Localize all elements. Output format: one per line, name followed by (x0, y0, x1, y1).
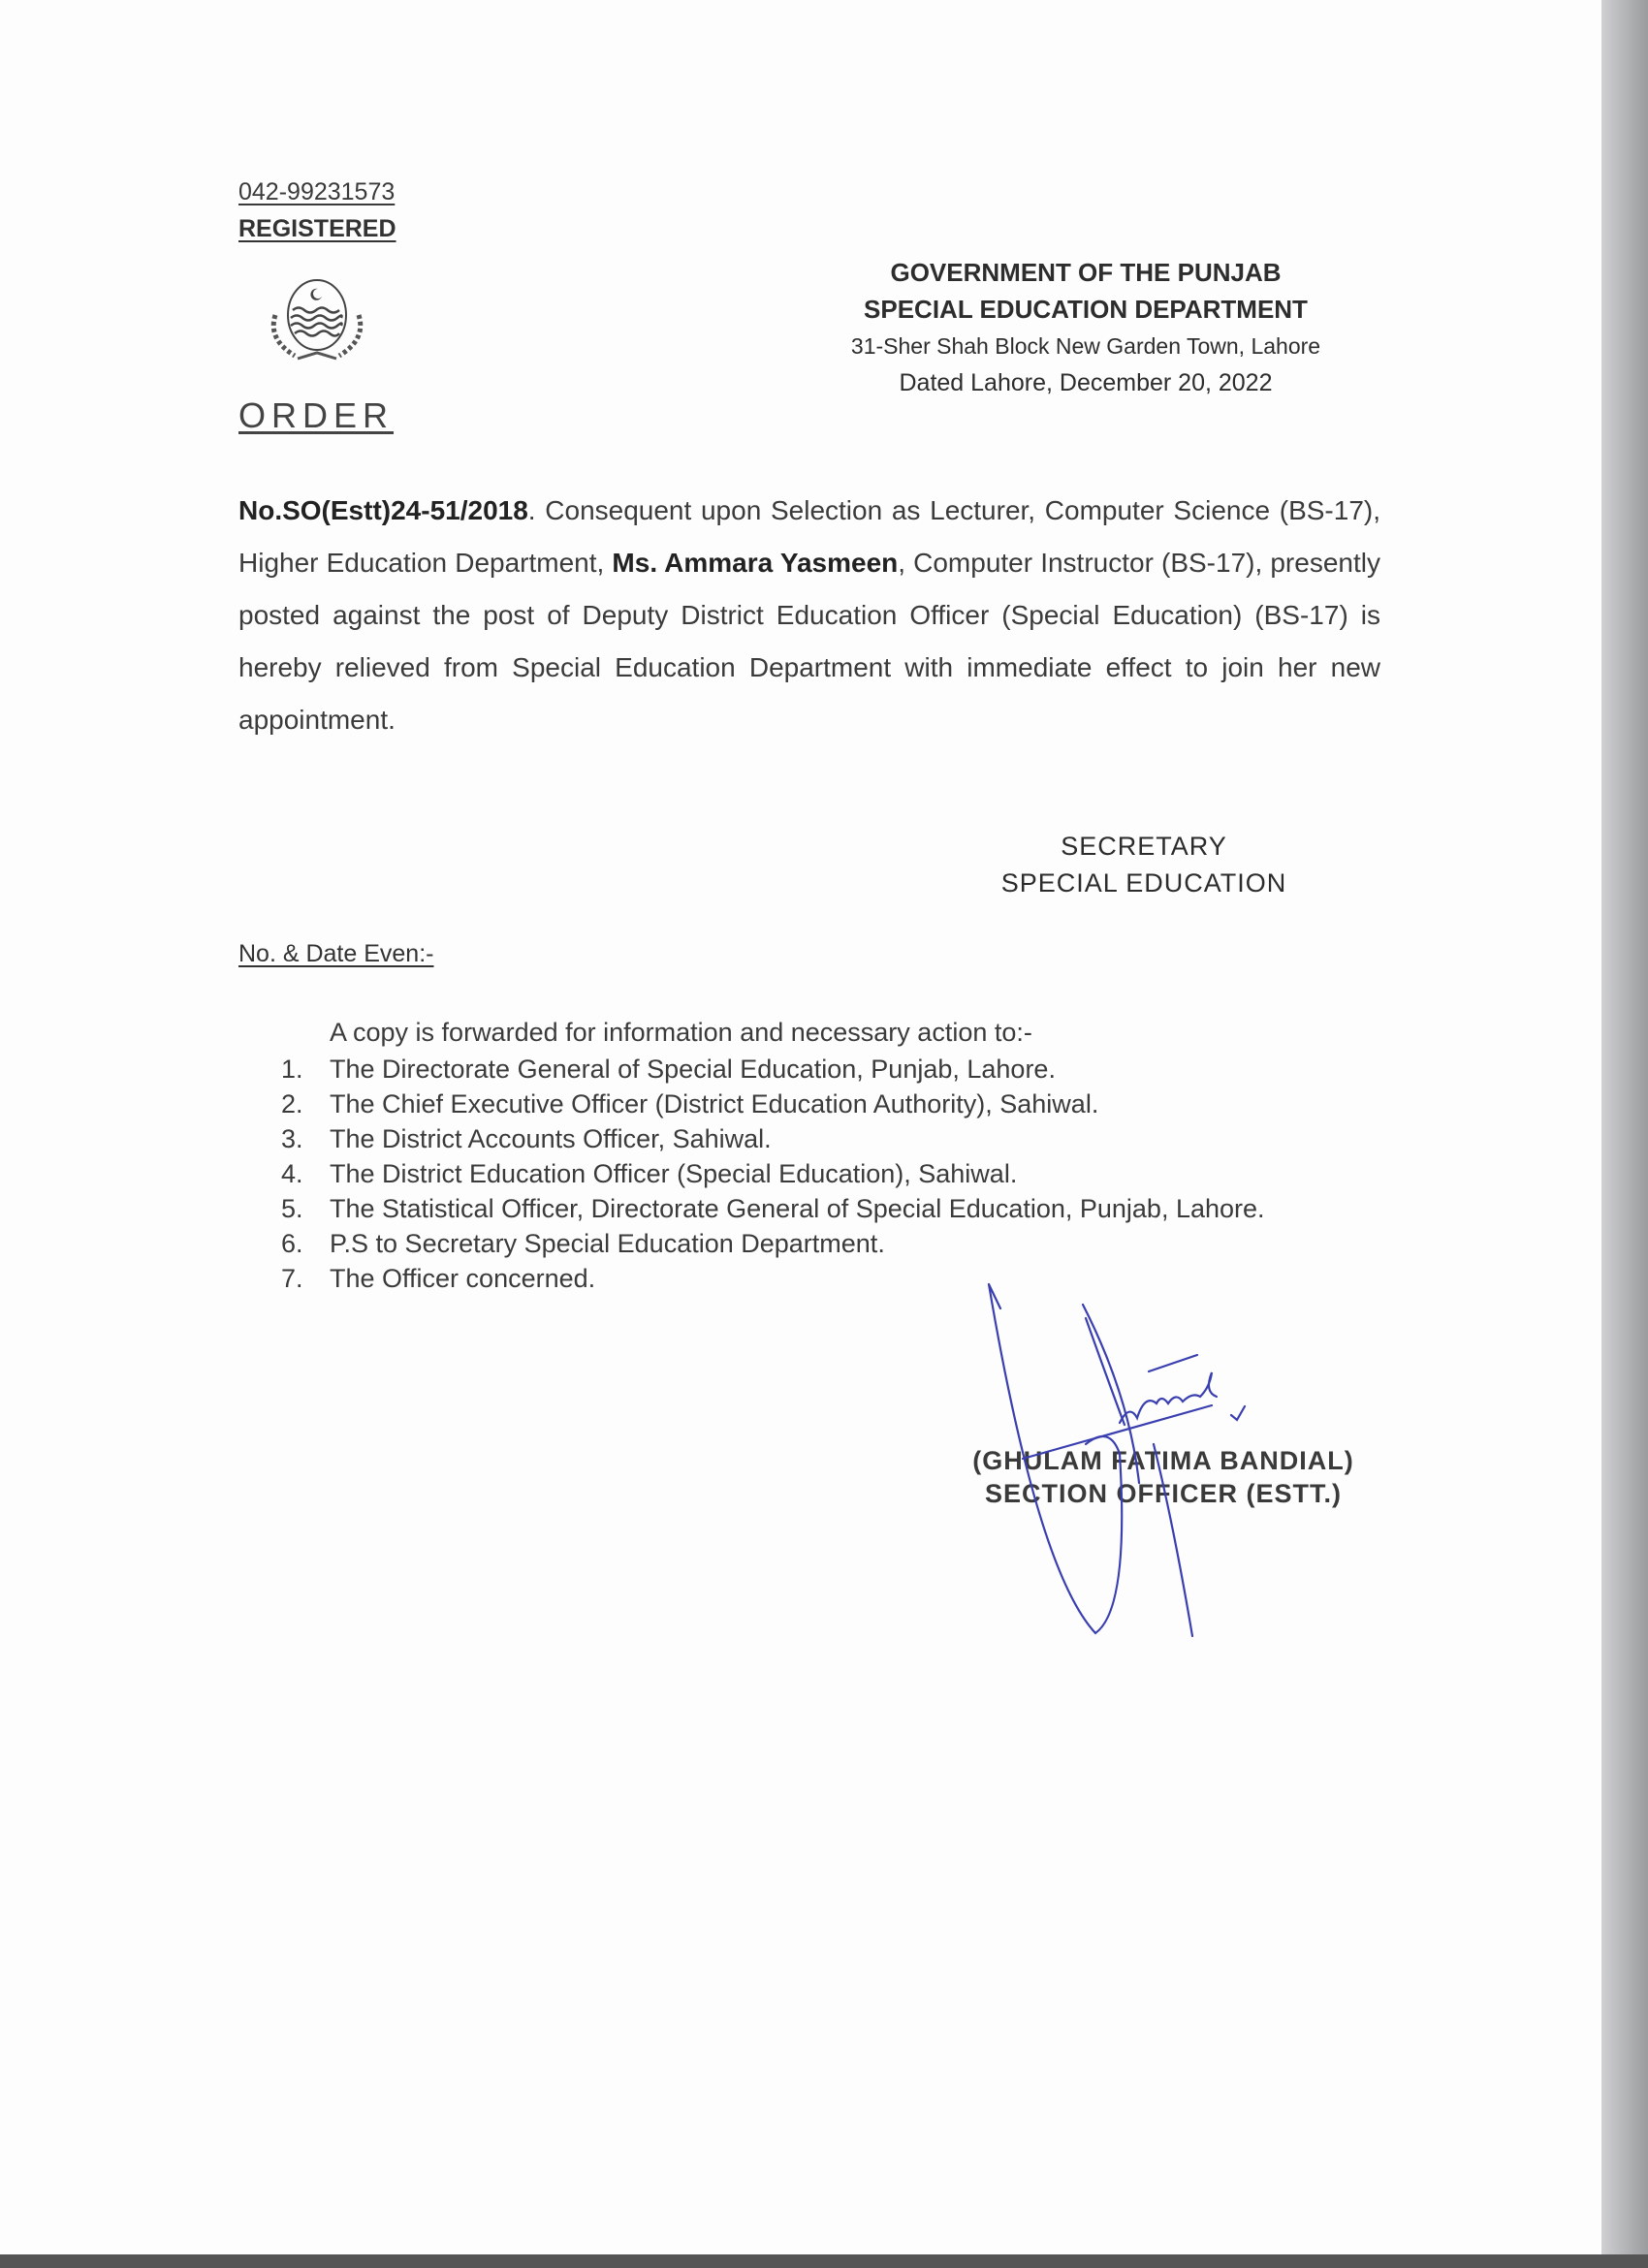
item-number: 4. (281, 1159, 303, 1188)
employee-name: Ms. Ammara Yasmeen (612, 548, 899, 578)
item-number: 2. (281, 1089, 303, 1118)
list-item (281, 1052, 1381, 1087)
body-text-2: , Computer Instructor (BS-17), presently posted against the post of Deputy District Education Officer (Special Education) (BS-17) is hereby relieved from Special Education Department with immediate effect to join her new appointment. (238, 548, 1380, 735)
reference-number: No.SO(Estt)24-51/2018 (238, 495, 528, 525)
secretary-signatory (931, 828, 1357, 901)
item-text: The Statistical Officer, Directorate General of Special Education, Punjab, Lahore. (330, 1194, 1265, 1223)
endorsement-heading: No. & Date Even:- (238, 940, 434, 967)
body-text-1: . Consequent upon Selection as Lecturer, Computer Science (BS-17), Higher Education Department, (238, 495, 1380, 578)
order-date: Dated Lahore, December 20, 2022 (899, 369, 1273, 396)
phone-number: 042-99231573 (238, 178, 396, 205)
list-item (281, 1226, 1381, 1261)
item-text: The Directorate General of Special Education, Punjab, Lahore. (330, 1055, 1056, 1084)
signatory-designation: SECTION OFFICER (ESTT.) (984, 1479, 1342, 1508)
scan-edge-right (1601, 0, 1648, 2268)
order-title: ORDER (238, 395, 395, 435)
handwritten-signature (921, 1279, 1406, 1648)
government-title: GOVERNMENT OF THE PUNJAB (890, 258, 1282, 287)
item-number: 5. (281, 1194, 303, 1223)
endorsement-intro: A copy is forwarded for information and necessary action to:- (330, 1018, 1032, 1047)
order-body (238, 485, 1380, 746)
item-text: P.S to Secretary Special Education Department. (330, 1229, 885, 1258)
item-text: The District Education Officer (Special Education), Sahiwal. (330, 1159, 1018, 1188)
item-text: The Officer concerned. (330, 1264, 596, 1293)
scan-edge-bottom (0, 2254, 1648, 2268)
letterhead (776, 254, 1396, 401)
item-number: 7. (281, 1264, 303, 1293)
list-item (281, 1087, 1381, 1121)
list-item (281, 1156, 1381, 1191)
copy-to-list (281, 1052, 1381, 1296)
list-item (281, 1191, 1381, 1226)
item-text: The District Accounts Officer, Sahiwal. (330, 1124, 772, 1153)
secretary-line2: SPECIAL EDUCATION (1000, 868, 1287, 898)
department-address: 31-Sher Shah Block New Garden Town, Lahore (850, 333, 1321, 359)
item-number: 6. (281, 1229, 303, 1258)
department-title: SPECIAL EDUCATION DEPARTMENT (864, 295, 1308, 324)
secretary-line1: SECRETARY (1061, 832, 1227, 861)
registered-label: REGISTERED (238, 215, 396, 242)
punjab-emblem-logo (254, 271, 380, 368)
list-item (281, 1121, 1381, 1156)
item-number: 1. (281, 1055, 303, 1084)
signatory-name: (GHULAM FATIMA BANDIAL) (972, 1446, 1354, 1475)
item-text: The Chief Executive Officer (District Education Authority), Sahiwal. (330, 1089, 1099, 1118)
item-number: 3. (281, 1124, 303, 1153)
